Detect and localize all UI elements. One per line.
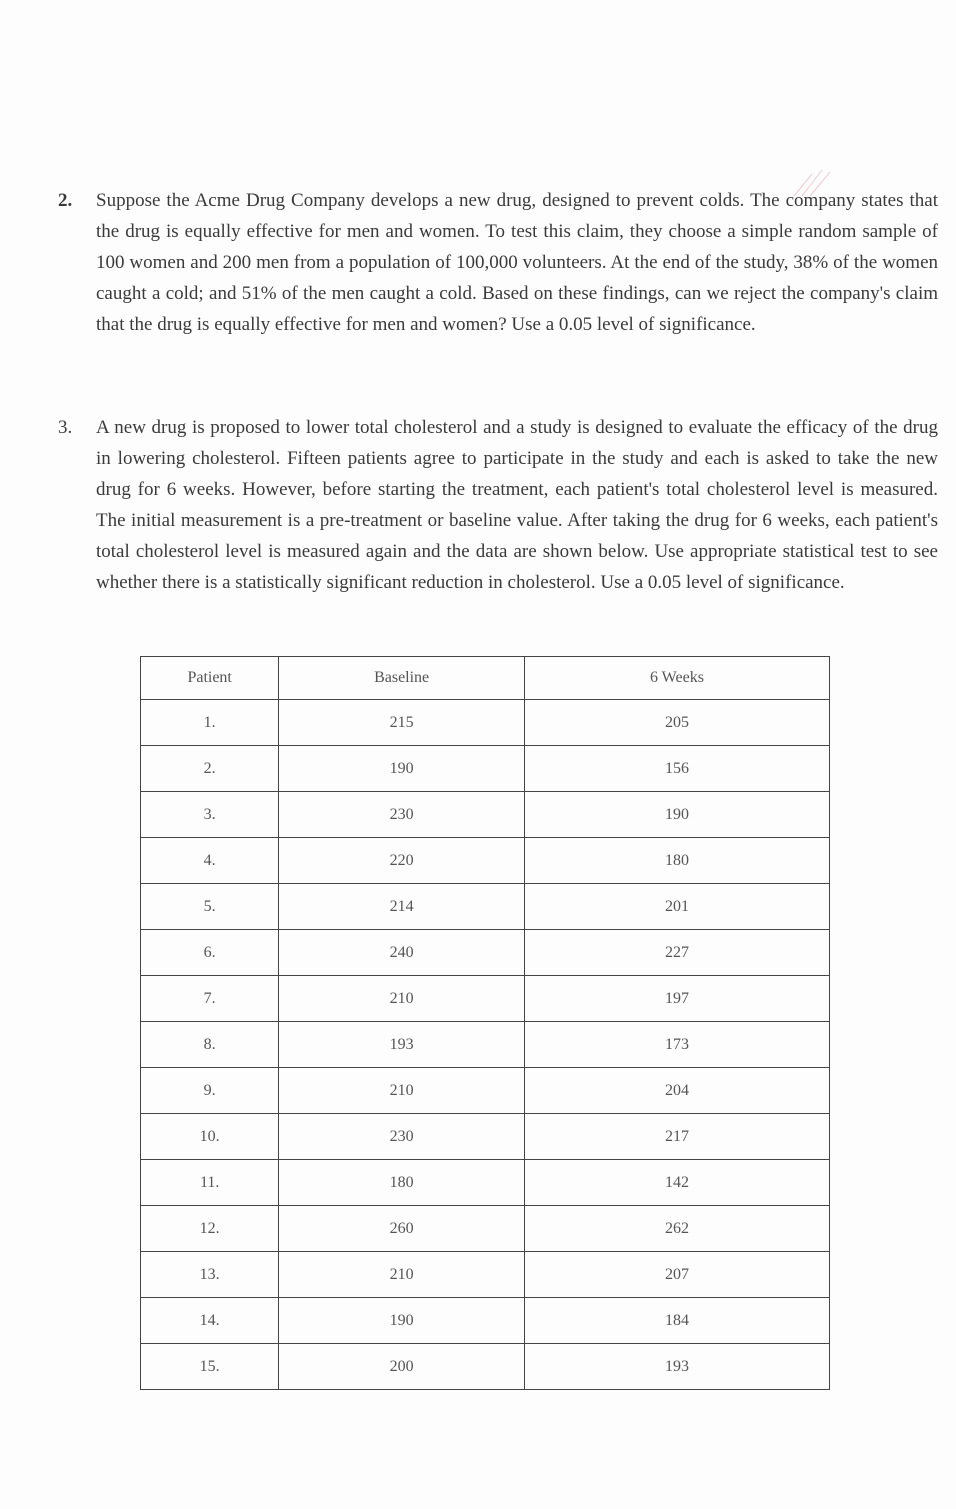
cell-6-weeks: 193 (524, 1344, 829, 1390)
table-row (141, 838, 830, 884)
cell-patient: 7. (141, 976, 279, 1022)
cell-baseline: 210 (279, 976, 525, 1022)
question-3-number: 3. (58, 417, 73, 438)
table-row (141, 930, 830, 976)
cell-baseline: 230 (279, 792, 525, 838)
cell-patient: 11. (141, 1160, 279, 1206)
table-row (141, 1298, 830, 1344)
cell-patient: 2. (141, 746, 279, 792)
cell-6-weeks: 205 (524, 700, 829, 746)
cell-patient: 14. (141, 1298, 279, 1344)
cell-baseline: 200 (279, 1344, 525, 1390)
cell-baseline: 215 (279, 700, 525, 746)
cell-6-weeks: 184 (524, 1298, 829, 1344)
cell-patient: 5. (141, 884, 279, 930)
cell-baseline: 193 (279, 1022, 525, 1068)
cell-baseline: 210 (279, 1068, 525, 1114)
table-body (141, 700, 830, 1390)
header-patient: Patient (141, 657, 279, 700)
table-header-row (141, 657, 830, 700)
cell-6-weeks: 156 (524, 746, 829, 792)
cell-patient: 8. (141, 1022, 279, 1068)
cell-baseline: 180 (279, 1160, 525, 1206)
table-row (141, 792, 830, 838)
cell-baseline: 210 (279, 1252, 525, 1298)
cell-6-weeks: 173 (524, 1022, 829, 1068)
cell-6-weeks: 201 (524, 884, 829, 930)
cell-6-weeks: 142 (524, 1160, 829, 1206)
question-3 (58, 412, 938, 598)
cell-6-weeks: 190 (524, 792, 829, 838)
table-row (141, 1114, 830, 1160)
table-row (141, 700, 830, 746)
cell-6-weeks: 197 (524, 976, 829, 1022)
header-6-weeks: 6 Weeks (524, 657, 829, 700)
cell-patient: 4. (141, 838, 279, 884)
cell-patient: 6. (141, 930, 279, 976)
cell-6-weeks: 217 (524, 1114, 829, 1160)
cholesterol-table (140, 656, 830, 1390)
question-2-text: Suppose the Acme Drug Company develops a new drug, designed to prevent colds. The company states that the drug is equally effective for men and women. To test this claim, they choose a simple random sample of 100 women and 200 men from a population of 100,000 volunteers. At the end of the study, 38% of the women caught a cold; and 51% of the men caught a cold. Based on these findings, can we reject the company's claim that the drug is equally effective for men and women? Use a 0.05 level of significance. (96, 190, 938, 335)
question-2-number: 2. (58, 190, 73, 211)
question-2 (58, 185, 938, 340)
cell-patient: 9. (141, 1068, 279, 1114)
cell-patient: 1. (141, 700, 279, 746)
table-row (141, 1160, 830, 1206)
cell-baseline: 240 (279, 930, 525, 976)
table-row (141, 1252, 830, 1298)
cell-6-weeks: 180 (524, 838, 829, 884)
table-row (141, 1068, 830, 1114)
table-row (141, 746, 830, 792)
table-row (141, 1022, 830, 1068)
cell-patient: 12. (141, 1206, 279, 1252)
header-baseline: Baseline (279, 657, 525, 700)
cell-patient: 3. (141, 792, 279, 838)
cell-patient: 13. (141, 1252, 279, 1298)
cell-baseline: 220 (279, 838, 525, 884)
cell-6-weeks: 204 (524, 1068, 829, 1114)
cell-baseline: 190 (279, 746, 525, 792)
cell-baseline: 190 (279, 1298, 525, 1344)
cell-patient: 15. (141, 1344, 279, 1390)
cell-6-weeks: 227 (524, 930, 829, 976)
cell-6-weeks: 262 (524, 1206, 829, 1252)
cell-baseline: 230 (279, 1114, 525, 1160)
table-row (141, 1344, 830, 1390)
table-row (141, 884, 830, 930)
cell-6-weeks: 207 (524, 1252, 829, 1298)
cell-baseline: 214 (279, 884, 525, 930)
table-row (141, 976, 830, 1022)
cell-baseline: 260 (279, 1206, 525, 1252)
table-row (141, 1206, 830, 1252)
cell-patient: 10. (141, 1114, 279, 1160)
question-3-text: A new drug is proposed to lower total cholesterol and a study is designed to evaluate the efficacy of the drug in lowering cholesterol. Fifteen patients agree to participate in the study and each is asked to take the new drug for 6 weeks. However, before starting the treatment, each patient's total cholesterol level is measured. The initial measurement is a pre-treatment or baseline value. After taking the drug for 6 weeks, each patient's total cholesterol level is measured again and the data are shown below. Use appropriate statistical test to see whether there is a statistically significant reduction in cholesterol. Use a 0.05 level of significance. (96, 417, 938, 593)
